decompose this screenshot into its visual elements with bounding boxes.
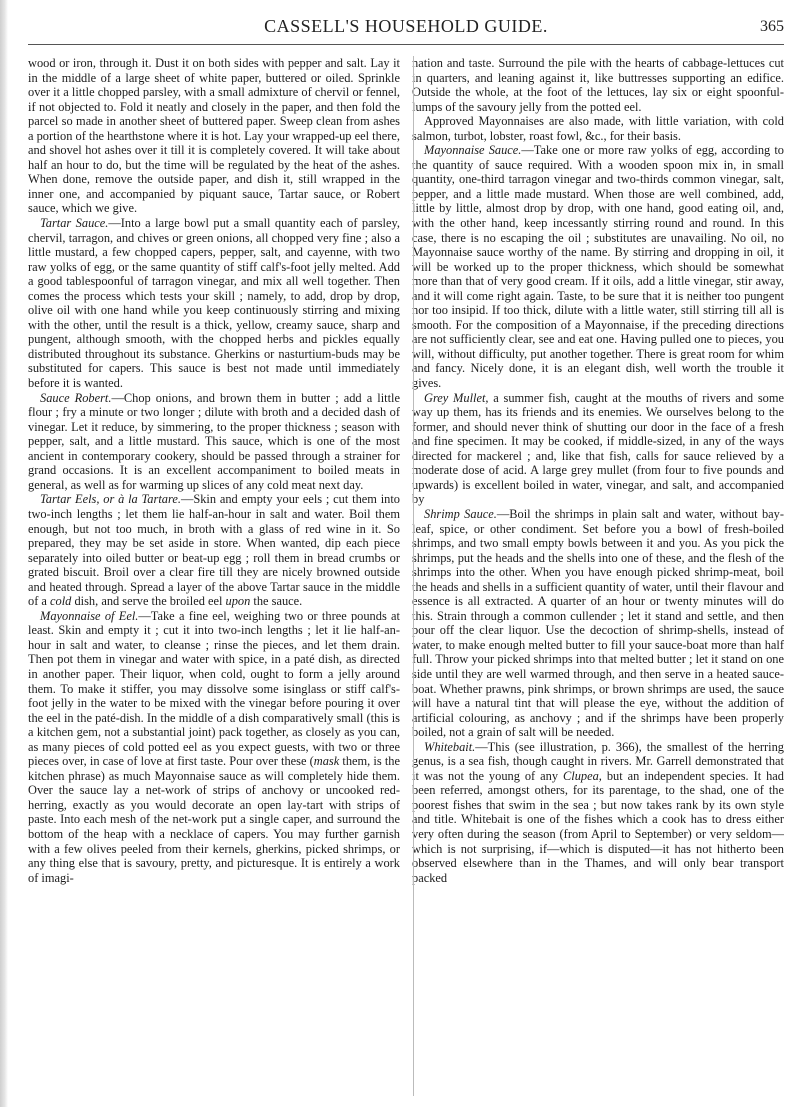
paragraph-grey-mullet: Grey Mullet, a summer fish, caught at the mouths of rivers and some way up them, has its friends and its enemies. We ourselves belong to the former, and should never think of shutting our door in the face of a fresh and fine specimen. It may be cooked, if middle-sized, in any of the ways directed for mackerel ; and, like that fish, calls for sauce relieved by a moderate dose of acid. A large grey mullet (from four to five pounds and upwards) is excellent boiled in water, vinegar, and salt, and accompanied by [412, 390, 784, 507]
recipe-title: Mayonnaise of Eel. [40, 608, 139, 623]
paragraph: nation and taste. Surround the pile with the hearts of cabbage-lettuces cut in quarters, and leaning against it, like buttresses supporting an edifice. Outside the whole, at the foot of the lettuces, lay six or eight spoonful-lumps of the savoury jelly from the potted eel. [412, 56, 784, 114]
paragraph-mayonnaise-eel: Mayonnaise of Eel.—Take a fine eel, weighing two or three pounds at least. Skin and empty it ; cut it into two-inch lengths ; let it lie half-an-hour in salt and water, to cleanse ; rinse the pieces, and let them drain. Then pot them in vinegar and water with spice, in a paté dish, as directed in another paper. Their liquor, when cold, ought to form a jelly around them. To make it stiffer, you may dissolve some isinglass or stiff calf's-foot jelly in the water to be mixed with the vinegar before pouring it over the eel in the paté-dish. In the middle of a dish comparatively small (this is a kitchen gem, not a substantial joint) pack together, as closely as you can, as many pieces of cold potted eel as you expect guests, with two or three pieces over, in case of love at first taste. Pour over these (mask them, is the kitchen phrase) as much Mayonnaise sauce as will completely hide them. Over the sauce lay a net-work of strips of anchovy or uncooked red-herring, exactly as you would decorate an open lay-tart with strips of paste. Into each mesh of the net-work put a single caper, and surround the bottom of the heap with a necklace of capers. You may further garnish with a few olives peeled from their kernels, gherkins, picked shrimps, or any thing else that is savoury, pretty, and picturesque. It is entirely a work of imagi- [28, 608, 400, 885]
recipe-title: Whitebait. [424, 739, 476, 754]
paragraph: wood or iron, through it. Dust it on both sides with pepper and salt. Lay it in the middle of a large sheet of white paper, buttered or oiled. Sprinkle over it a little chopped parsley, with a small admixture of chervil or fennel, if not objected to. Fold it neatly and closely in the paper, and then fold the parcel so made in another sheet of buttered paper. Sweep clean from ashes a portion of the hearthstone where it is hot. Lay your wrapped-up eel there, and shovel hot ashes over it till it is completely covered. It will take about half an hour to do, but the time will be regulated by the heat of the ashes. When done, remove the outside paper, and dish it, still wrapped in the inner one, and accompanied by piquant sauce, Tartar sauce, or Robert sauce, which we give. [28, 56, 400, 216]
recipe-title: Tartar Sauce. [40, 216, 109, 231]
page-gutter-shadow [0, 0, 8, 1107]
left-column [28, 56, 400, 1096]
recipe-title: Tartar Eels, or à la Tartare. [40, 492, 181, 507]
column-divider [413, 56, 414, 1096]
paragraph-shrimp-sauce: Shrimp Sauce.—Boil the shrimps in plain salt and water, without bay-leaf, spice, or other condiment. Set before you a bowl of fresh-boiled shrimps, and two small empty bowls between it and you. As you pick the shrimps, put the heads and the shells into one of these, and the flesh of the shrimps into the other. When you have enough picked shrimp-meat, boil the heads and shells in a sufficient quantity of water, until their flavour and essence is all extracted. A quarter of an hour or twenty minutes will do this. Strain through a common cullender ; let it stand and settle, and then pour off the clear liquor. Use the decoction of shrimp-shells, instead of water, to make enough melted butter to fill your sauce-boat more than half full. Throw your picked shrimps into that melted butter ; let it stand on one side until they are well warmed through, and then serve in a heated sauce-boat. Whether prawns, pink shrimps, or brown shrimps are used, the sauce will have a natural tint that will please the eye, without the addition of artificial colouring, as anchovy ; and if the shrimps have been properly boiled, not a grain of salt will be needed. [412, 506, 784, 740]
header-rule [28, 44, 784, 45]
page-number: 365 [760, 18, 784, 35]
text-columns [28, 56, 784, 1096]
paragraph-tartar-sauce: Tartar Sauce.—Into a large bowl put a small quantity each of parsley, chervil, tarragon, and chives or green onions, all chopped very fine ; also a little mustard, a few chopped capers, pepper, salt, and cayenne, with two raw yolks of egg, or the same quantity of stiff calf's-foot jelly melted. Add a good tablespoonful of tarragon vinegar, and mix all well together. Then comes the process which tests your skill ; namely, to add, drop by drop, olive oil with one hand while you keep continuously stirring and mixing with the other, until the result is a thick, yellow, creamy sauce, sharp and pungent, although smooth, with the chopped herbs and pickles equally distributed throughout its substance. Gherkins or nasturtium-buds may be substituted for capers. This sauce is best not made until immediately before it is wanted. [28, 216, 400, 391]
paragraph-whitebait: Whitebait.—This (see illustration, p. 366), the smallest of the herring genus, is a sea fish, though caught in rivers. Mr. Garrell demonstrated that it was not the young of any Clupea, but an independent species. It had been referred, amongst others, for its parentage, to the shad, one of the poorest fishes that swim in the sea ; but now takes rank by its own style and title. Whitebait is one of the fishes which a cook has to dress either very often during the season (from April to September) or very seldom—which is not surprising, if—which is disputed—it has not hitherto been observed elsewhere than in the Thames, and will only bear transport packed [412, 739, 784, 885]
paragraph-sauce-robert: Sauce Robert.—Chop onions, and brown them in butter ; add a little flour ; fry a minute or two longer ; dilute with broth and a decided dash of vinegar. Let it reduce, by simmering, to the proper thickness ; season with pepper, salt, and a little mustard. This sauce, which is one of the most ancient in contemporary cookery, should be passed through a strainer for grand occasions. It is an excellent accompaniment to boiled meats in general, as well as for warming up slices of any cold meat next day. [28, 390, 400, 492]
recipe-title: Mayonnaise Sauce. [424, 143, 522, 158]
running-head: CASSELL'S HOUSEHOLD GUIDE. [264, 16, 548, 36]
right-column [412, 56, 784, 1096]
paragraph: Approved Mayonnaises are also made, with little variation, with cold salmon, turbot, lobster, roast fowl, &c., for their basis. [412, 114, 784, 143]
recipe-title: Sauce Robert. [40, 390, 112, 405]
page-header [28, 10, 784, 40]
paragraph-mayonnaise-sauce: Mayonnaise Sauce.—Take one or more raw yolks of egg, according to the quantity of sauce required. With a wooden spoon mix in, in small quantity, one-third tarragon vinegar and two-thirds common vinegar, salt, pepper, and a little made mustard. When those are well combined, add, little by little, almost drop by drop, with one hand, good eating oil, and, with the other hand, keep incessantly stirring round and round. In this case, there is no escaping the oil ; substitutes are unavailing. No oil, no Mayonnaise sauce worthy of the name. By stirring and dropping in oil, it will be worked up to the proper thickness, which should be somewhat more than that of very good cream. If it oils, add a little vinegar, stir away, and it will come right again. Taste, to be sure that it is neither too pungent nor too insipid. If too thick, dilute with a little water, still stirring till all is smooth. For the composition of a Mayonnaise, if the preceding directions are not sufficiently clear, see and eat one. Having pulled one to pieces, you will, without difficulty, put another together. There is great room for whim and fancy. Nicely done, it is an elegant dish, well worth the trouble it gives. [412, 143, 784, 391]
recipe-title: Grey Mullet, [424, 390, 489, 405]
recipe-title: Shrimp Sauce. [424, 506, 497, 521]
paragraph-tartar-eels: Tartar Eels, or à la Tartare.—Skin and empty your eels ; cut them into two-inch lengths ; let them lie half-an-hour in salt and water. Boil them enough, but not too much, in broth with a glass of red wine in it. So prepared, they may be set aside in store. When wanted, dip each piece separately into oiled butter or beat-up egg ; roll them in bread crumbs or grated biscuit. Broil over a clear fire till they are nicely browned outside and heated through. Spread a layer of the above Tartar sauce in the middle of a cold dish, and serve the broiled eel upon the sauce. [28, 492, 400, 609]
